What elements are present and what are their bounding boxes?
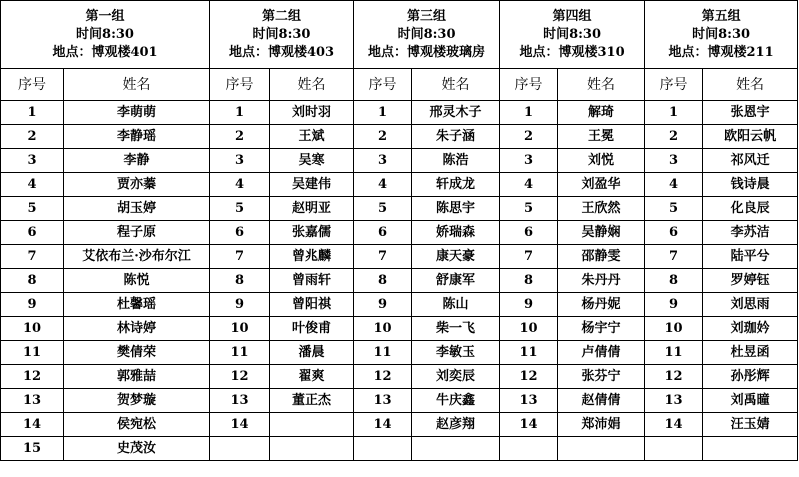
seq-cell: 5 bbox=[500, 197, 558, 221]
name-cell: 轩成龙 bbox=[412, 173, 500, 197]
group-header bbox=[645, 1, 798, 69]
seq-cell: 14 bbox=[500, 413, 558, 437]
name-cell: 赵倩倩 bbox=[558, 389, 645, 413]
table-row bbox=[1, 365, 798, 389]
table-row bbox=[1, 413, 798, 437]
seq-cell: 6 bbox=[210, 221, 270, 245]
seq-cell: 6 bbox=[645, 221, 703, 245]
name-cell: 贺梦璇 bbox=[64, 389, 210, 413]
seq-cell: 13 bbox=[645, 389, 703, 413]
seq-cell: 2 bbox=[645, 125, 703, 149]
name-cell: 刘悦 bbox=[558, 149, 645, 173]
seq-cell: 9 bbox=[500, 293, 558, 317]
name-cell: 邢灵木子 bbox=[412, 101, 500, 125]
name-cell: 董正杰 bbox=[270, 389, 354, 413]
group-time: 时间8:30 bbox=[76, 26, 134, 42]
seq-cell: 10 bbox=[354, 317, 412, 341]
name-cell: 陈思宇 bbox=[412, 197, 500, 221]
seq-cell: 3 bbox=[500, 149, 558, 173]
name-cell: 刘奕辰 bbox=[412, 365, 500, 389]
seq-cell: 11 bbox=[354, 341, 412, 365]
name-cell: 娇瑞森 bbox=[412, 221, 500, 245]
group-location: 地点：博观楼401 bbox=[52, 44, 158, 60]
group-header-row bbox=[1, 1, 798, 69]
name-cell: 赵明亚 bbox=[270, 197, 354, 221]
seq-cell: 9 bbox=[645, 293, 703, 317]
seq-cell: 4 bbox=[354, 173, 412, 197]
name-cell: 艾依布兰·沙布尔江 bbox=[64, 245, 210, 269]
seq-cell: 10 bbox=[1, 317, 64, 341]
seq-cell: 2 bbox=[354, 125, 412, 149]
name-cell: 邵静雯 bbox=[558, 245, 645, 269]
table-row bbox=[1, 341, 798, 365]
column-header-name: 姓名 bbox=[703, 69, 798, 101]
seq-cell: 11 bbox=[210, 341, 270, 365]
name-cell: 牛庆鑫 bbox=[412, 389, 500, 413]
name-cell: 祁风迁 bbox=[703, 149, 798, 173]
name-cell: 张芬宁 bbox=[558, 365, 645, 389]
name-cell: 钱诗晨 bbox=[703, 173, 798, 197]
seq-cell: 6 bbox=[354, 221, 412, 245]
group-title: 第一组 bbox=[85, 8, 125, 24]
seq-cell: 7 bbox=[354, 245, 412, 269]
table-row bbox=[1, 221, 798, 245]
column-header-seq: 序号 bbox=[500, 69, 558, 101]
seq-cell: 8 bbox=[354, 269, 412, 293]
name-cell: 罗婷钰 bbox=[703, 269, 798, 293]
name-cell: 康天豪 bbox=[412, 245, 500, 269]
column-header-name: 姓名 bbox=[412, 69, 500, 101]
seq-cell: 9 bbox=[210, 293, 270, 317]
group-header bbox=[354, 1, 500, 69]
column-header-seq: 序号 bbox=[210, 69, 270, 101]
seq-cell: 5 bbox=[645, 197, 703, 221]
table-row bbox=[1, 149, 798, 173]
seq-cell bbox=[354, 437, 412, 461]
seq-cell: 12 bbox=[1, 365, 64, 389]
name-cell: 陈山 bbox=[412, 293, 500, 317]
seq-cell bbox=[500, 437, 558, 461]
group-title: 第四组 bbox=[552, 8, 592, 24]
seq-cell: 5 bbox=[354, 197, 412, 221]
name-cell: 吴寒 bbox=[270, 149, 354, 173]
name-cell: 张恩宇 bbox=[703, 101, 798, 125]
name-cell: 朱子涵 bbox=[412, 125, 500, 149]
name-cell: 李苏洁 bbox=[703, 221, 798, 245]
table-row bbox=[1, 317, 798, 341]
seq-cell: 14 bbox=[645, 413, 703, 437]
name-cell: 卢倩倩 bbox=[558, 341, 645, 365]
name-cell: 林诗婷 bbox=[64, 317, 210, 341]
seq-cell: 9 bbox=[1, 293, 64, 317]
group-time: 时间8:30 bbox=[543, 26, 602, 42]
name-cell: 化良辰 bbox=[703, 197, 798, 221]
seq-cell: 7 bbox=[1, 245, 64, 269]
seq-cell: 10 bbox=[500, 317, 558, 341]
seq-cell: 2 bbox=[210, 125, 270, 149]
seq-cell: 13 bbox=[1, 389, 64, 413]
name-cell: 欧阳云帆 bbox=[703, 125, 798, 149]
name-cell: 曾雨轩 bbox=[270, 269, 354, 293]
name-cell: 李静 bbox=[64, 149, 210, 173]
name-cell bbox=[703, 437, 798, 461]
seq-cell: 5 bbox=[210, 197, 270, 221]
table-row bbox=[1, 197, 798, 221]
seq-cell: 13 bbox=[210, 389, 270, 413]
name-cell: 王斌 bbox=[270, 125, 354, 149]
seq-cell: 10 bbox=[210, 317, 270, 341]
name-cell: 贾亦蓁 bbox=[64, 173, 210, 197]
seq-cell: 6 bbox=[1, 221, 64, 245]
name-cell: 郑沛娟 bbox=[558, 413, 645, 437]
seq-cell: 1 bbox=[645, 101, 703, 125]
seq-cell: 11 bbox=[1, 341, 64, 365]
seq-cell: 4 bbox=[500, 173, 558, 197]
name-cell: 孙彤辉 bbox=[703, 365, 798, 389]
group-time: 时间8:30 bbox=[397, 26, 456, 42]
name-cell: 刘禹曈 bbox=[703, 389, 798, 413]
seq-cell: 1 bbox=[1, 101, 64, 125]
name-cell: 杜昱函 bbox=[703, 341, 798, 365]
column-header-name: 姓名 bbox=[558, 69, 645, 101]
seq-cell: 10 bbox=[645, 317, 703, 341]
group-location: 地点：博观楼玻璃房 bbox=[368, 44, 486, 60]
name-cell: 吴建伟 bbox=[270, 173, 354, 197]
group-header bbox=[210, 1, 354, 69]
name-cell: 郭雅喆 bbox=[64, 365, 210, 389]
name-cell: 李萌萌 bbox=[64, 101, 210, 125]
seq-cell: 14 bbox=[354, 413, 412, 437]
group-header bbox=[1, 1, 210, 69]
table-row bbox=[1, 125, 798, 149]
seq-cell: 3 bbox=[210, 149, 270, 173]
name-cell: 叶俊甫 bbox=[270, 317, 354, 341]
group-location: 地点：博观楼310 bbox=[519, 44, 625, 60]
seq-cell: 2 bbox=[500, 125, 558, 149]
name-cell: 赵彦翔 bbox=[412, 413, 500, 437]
name-cell: 樊倩荣 bbox=[64, 341, 210, 365]
name-cell: 杜馨瑶 bbox=[64, 293, 210, 317]
seq-cell: 1 bbox=[354, 101, 412, 125]
column-header-row bbox=[1, 69, 798, 101]
name-cell: 史茂汝 bbox=[64, 437, 210, 461]
name-cell: 解琦 bbox=[558, 101, 645, 125]
name-cell bbox=[412, 437, 500, 461]
name-cell: 王冕 bbox=[558, 125, 645, 149]
seq-cell bbox=[645, 437, 703, 461]
table-row bbox=[1, 245, 798, 269]
group-title: 第五组 bbox=[701, 8, 741, 24]
group-title: 第二组 bbox=[262, 8, 302, 24]
name-cell: 翟爽 bbox=[270, 365, 354, 389]
seq-cell: 7 bbox=[500, 245, 558, 269]
seq-cell: 3 bbox=[354, 149, 412, 173]
seq-cell: 11 bbox=[500, 341, 558, 365]
seq-cell: 4 bbox=[1, 173, 64, 197]
name-cell: 曾阳祺 bbox=[270, 293, 354, 317]
seq-cell: 1 bbox=[210, 101, 270, 125]
name-cell: 陈悦 bbox=[64, 269, 210, 293]
name-cell: 刘思雨 bbox=[703, 293, 798, 317]
table-row bbox=[1, 101, 798, 125]
column-header-name: 姓名 bbox=[270, 69, 354, 101]
seq-cell: 5 bbox=[1, 197, 64, 221]
group-header bbox=[500, 1, 645, 69]
name-cell: 柴一飞 bbox=[412, 317, 500, 341]
group-title: 第三组 bbox=[407, 8, 447, 24]
name-cell: 汪玉婧 bbox=[703, 413, 798, 437]
seq-cell: 12 bbox=[645, 365, 703, 389]
seq-cell: 14 bbox=[1, 413, 64, 437]
name-cell bbox=[558, 437, 645, 461]
roster-body bbox=[1, 1, 798, 461]
seq-cell: 13 bbox=[500, 389, 558, 413]
group-time: 时间8:30 bbox=[252, 26, 311, 42]
seq-cell: 9 bbox=[354, 293, 412, 317]
name-cell: 李静瑶 bbox=[64, 125, 210, 149]
seq-cell: 15 bbox=[1, 437, 64, 461]
seq-cell: 6 bbox=[500, 221, 558, 245]
seq-cell: 3 bbox=[1, 149, 64, 173]
seq-cell: 7 bbox=[210, 245, 270, 269]
seq-cell: 4 bbox=[210, 173, 270, 197]
table-row bbox=[1, 173, 798, 197]
group-location: 地点：博观楼403 bbox=[228, 44, 335, 60]
seq-cell: 14 bbox=[210, 413, 270, 437]
group-location: 地点：博观楼211 bbox=[668, 44, 774, 60]
name-cell: 陆平兮 bbox=[703, 245, 798, 269]
name-cell: 杨宇宁 bbox=[558, 317, 645, 341]
name-cell: 胡玉婷 bbox=[64, 197, 210, 221]
name-cell: 王欣然 bbox=[558, 197, 645, 221]
name-cell bbox=[270, 437, 354, 461]
seq-cell: 3 bbox=[645, 149, 703, 173]
column-header-name: 姓名 bbox=[64, 69, 210, 101]
name-cell: 张嘉儒 bbox=[270, 221, 354, 245]
seq-cell: 12 bbox=[500, 365, 558, 389]
name-cell: 曾兆麟 bbox=[270, 245, 354, 269]
seq-cell: 8 bbox=[210, 269, 270, 293]
table-row bbox=[1, 293, 798, 317]
column-header-seq: 序号 bbox=[354, 69, 412, 101]
seq-cell: 8 bbox=[1, 269, 64, 293]
seq-cell: 12 bbox=[210, 365, 270, 389]
seq-cell: 11 bbox=[645, 341, 703, 365]
table-row bbox=[1, 269, 798, 293]
table-row bbox=[1, 437, 798, 461]
name-cell: 刘珈妗 bbox=[703, 317, 798, 341]
name-cell: 杨丹妮 bbox=[558, 293, 645, 317]
seq-cell: 8 bbox=[645, 269, 703, 293]
name-cell: 李敏玉 bbox=[412, 341, 500, 365]
column-header-seq: 序号 bbox=[1, 69, 64, 101]
name-cell: 舒康军 bbox=[412, 269, 500, 293]
seq-cell: 8 bbox=[500, 269, 558, 293]
seq-cell: 1 bbox=[500, 101, 558, 125]
name-cell: 刘盈华 bbox=[558, 173, 645, 197]
name-cell: 潘晨 bbox=[270, 341, 354, 365]
seq-cell: 13 bbox=[354, 389, 412, 413]
seq-cell: 2 bbox=[1, 125, 64, 149]
name-cell bbox=[270, 413, 354, 437]
name-cell: 吴静娴 bbox=[558, 221, 645, 245]
group-time: 时间8:30 bbox=[692, 26, 751, 42]
seq-cell: 12 bbox=[354, 365, 412, 389]
seq-cell bbox=[210, 437, 270, 461]
name-cell: 程子原 bbox=[64, 221, 210, 245]
name-cell: 刘时羽 bbox=[270, 101, 354, 125]
name-cell: 陈浩 bbox=[412, 149, 500, 173]
seq-cell: 7 bbox=[645, 245, 703, 269]
seq-cell: 4 bbox=[645, 173, 703, 197]
column-header-seq: 序号 bbox=[645, 69, 703, 101]
name-cell: 侯宛松 bbox=[64, 413, 210, 437]
name-cell: 朱丹丹 bbox=[558, 269, 645, 293]
table-row bbox=[1, 389, 798, 413]
